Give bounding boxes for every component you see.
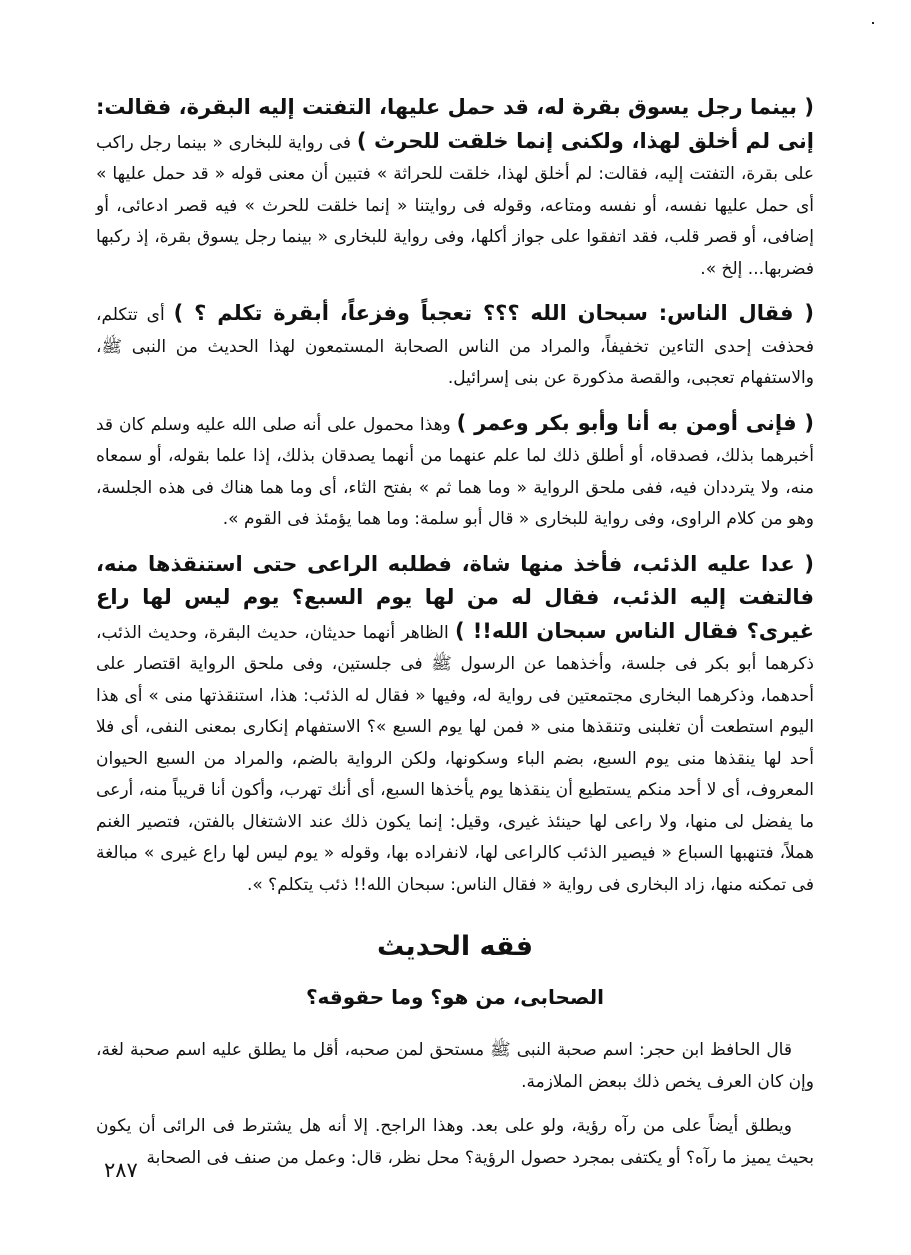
commentary-paragraph-people [96,298,814,395]
commentary-text: فى رواية للبخارى « بينما رجل راكب على بقرة، التفتت إليه، فقالت: لم أخلق لهذا، خلقت للحراثة » فتبين أن معنى قوله « قد حمل عليها » أى حمل عليها نفسه، أو نفسه ومتاعه، وقوله فى روايتنا « إنما خلقت للحرث » فيه قصر ادعائى، أو إضافى، أو قصر قلب، فقد اتفقوا على جواز أكلها، وفى رواية للبخارى « بينما رجل يسوق بقرة، إذ ركبها فضربها... إلخ ». [96,132,814,279]
book-page [96,92,814,1187]
hadith-quote: ( بينما رجل يسوق بقرة له، قد حمل عليها، التفتت إليه البقرة، فقالت: إنى لم أخلق لهذا، ولكنى إنما خلقت للحرث ) [96,95,815,153]
commentary-paragraph-wolf [96,549,814,902]
hadith-quote: ( فإنى أومن به أنا وأبو بكر وعمر ) [456,410,814,435]
page-number: ٢٨٧ [104,1158,138,1182]
commentary-text: أى تتكلم، فحذفت إحدى التاءين تخفيفاً، والمراد من الناس الصحابة المستمعون لهذا الحديث من النبى ﷺ، والاستفهام تعجبى، والقصة مذكورة عن بنى إسرائيل. [96,305,814,388]
body-paragraph: ويطلق أيضاً على من رآه رؤية، ولو على بعد. وهذا الراجح. إلا أنه هل يشترط فى الرائى أن يكون بحيث يميز ما رآه؟ أو يكتفى بمجرد حصول الرؤية؟ محل نظر، قال: وعمل من صنف فى الصحابة [96,1116,814,1168]
hadith-quote: ( عدا عليه الذئب، فأخذ منها شاة، فطلبه الراعى حتى استنقذها منه، فالتفت إليه الذئب، فقال له من لها يوم السبع؟ يوم ليس لها راع غيرى؟ فقال الناس سبحان الله!! ) [96,551,814,643]
hadith-quote: ( فقال الناس: سبحان الله ؟؟؟ تعجباً وفزعاً، أبقرة تكلم ؟ ) [173,301,814,325]
section-heading: فقه الحديث [376,931,534,962]
commentary-text: الظاهر أنهما حديثان، حديث البقرة، وحديث الذئب، ذكرهما أبو بكر فى جلسة، وأخذهما عن الرسول ﷺ فى جلستين، وفى ملحق الرواية اقتصار على أحدهما، وذكرهما البخارى مجتمعتين فى رواية له، وفيها « فقال له الذئب: هذا، استنقذتها منى » أى هذا اليوم استطعت أن تغلبنى وتنقذها منى « فمن لها يوم السبع »؟ الاستفهام إنكارى بمعنى النفى، أى فلا أحد لها ينقذها منى يوم السبع، بضم الباء وسكونها، ولكن الرواية بالضم، والمراد من السبع الحيوان المعروف، أى لا أحد منكم يستطيع أن ينقذها يوم يأخذها السبع، أى أنك تهرب، وأكون أنا قريباً منه، أرعى ما يفضل لى منها، ولا راعى لها حينئذ غيرى، وقيل: إنما يكون ذلك عند الاشتغال بالفتن، فتصير الغنم هملاً، فتنهبها السباع « فيصير الذئب كالراعى لها، لانفراده بها، وقوله « يوم ليس لها راع غيرى » مبالغة فى تمكنه منها، زاد البخارى فى رواية « فقال الناس: سبحان الله!! ذئب يتكلم؟ ». [96,622,814,895]
section-subheading: الصحابى، من هو؟ وما حقوقه؟ [305,985,605,1009]
body-paragraph: قال الحافظ ابن حجر: اسم صحبة النبى ﷺ مستحق لمن صحبه، أقل ما يطلق عليه اسم صحبة لغة، وإن كان العرف يخص ذلك ببعض الملازمة. [96,1040,814,1092]
commentary-text: وهذا محمول على أنه صلى الله عليه وسلم كان قد أخبرهما بذلك، فصدقاه، أو أطلق ذلك لما علم عنهما من أنهما يصدقان بذلك، إذا علما بقوله، أو سمعاه منه، ولا يترددان فيه، ففى ملحق الرواية « وما هما ثم » بفتح الثاء، أى وما هما هناك فى هذه الجلسة، وهو من كلام الراوى، وفى رواية للبخارى « قال أبو سلمة: وما هما يؤمئذ فى القوم ». [96,414,814,529]
commentary-paragraph-belief [96,408,814,536]
scan-speck [872,22,874,24]
commentary-paragraph-cow [96,92,814,285]
